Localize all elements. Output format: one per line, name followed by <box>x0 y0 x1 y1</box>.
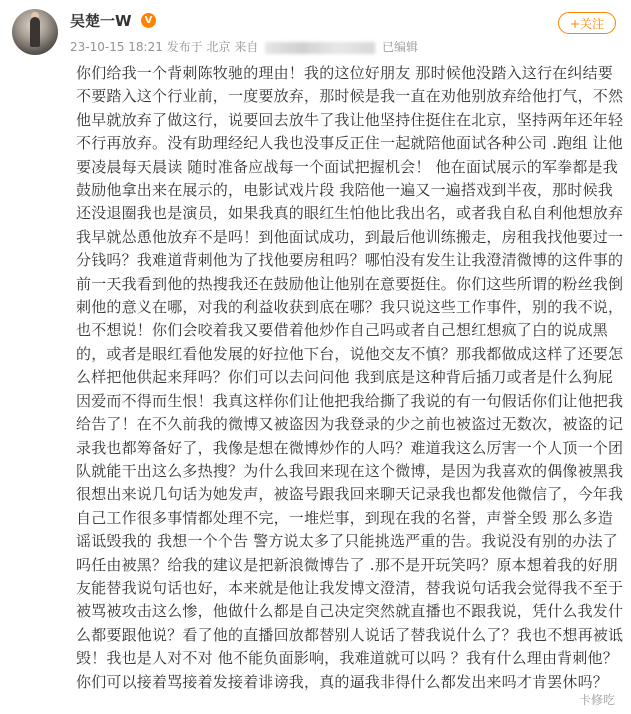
post-header <box>0 0 631 62</box>
post-text: 你们给我一个背刺陈牧驰的理由！我的这位好朋友 那时候他没踏入这行在纠结要不要踏入这个行业前，一度要放弃，那时候是我一直在劝他别放弃给他打气，不然他早就放弃了做这行，说要回去放牛了我让他坚持住挺住在北京，坚持两年还年轻不行再放弃。没有助理经纪人我也没事反正住一起就陪他面试各种公司 .跑组 让他要凌晨每天晨读 随时准备应战每一个面试把握机会！ 他在面试展示的军拳都是我鼓励他拿出来在展示的，电影试戏片段 我陪他一遍又一遍搭戏到半夜，那时候我还没退圈我也是演员，如果我真的眼红生怕他比我出名，或者我自私自利他想放弃我早就怂恿他放弃不是吗！到他面试成功，到最后他训练搬走，房租我找他要过一分钱吗？我难道背刺他为了找他要房租吗？哪怕没有发生让我澄清微博的这件事的前一天我看到他的热搜我还在鼓励他让他别在意要挺住。你们这些所谓的粉丝我倒刺他的意义在哪，对我的利益收获到底在哪？我只说这些工作事件，别的我不说，也不想说！你们会咬着我又要借着他炒作自己吗或者自己想红想疯了白的说成黑的，或者是眼红看他发展的好拉他下台，说他交友不慎？那我都做成这样了还要怎么样把他供起来拜吗？你们可以去问问他 我到底是这种背后插刀或者是什么狗屁因爱而不得而生恨！我真这样你们让他把我给撕了我说的有一句假话你们让他把我给告了！在不久前我的微博又被盗因为我登录的少之前也被盗过无数次，被盗的记录我也都筹备好了，我像是想在微博炒作的人吗？难道我这么厉害一个人顶一个团队就能干出这么多热搜？为什么我回来现在这个微博，是因为我喜欢的偶像被黑我很想出来说几句话为她发声，被盗号跟我回来聊天记录我也都发他微信了，今年我自己工作很多事情都处理不完，一堆烂事，到现在我的名誉，声誉全毁 那么多造谣诋毁我的 我想一个个告 警方说太多了只能挑选严重的告。我说没有别的办法了吗任由被黑？给我的建议是把新浪微博告了 .那不是开玩笑吗？原本想着我的好朋友能替我说句话也好，本来就是他让我发博文澄清，替我说句话我会觉得我不至于被骂被攻击这么惨，他做什么都是自己决定突然就直播也不跟我说，凭什么我发什么都要跟他说？看了他的直播回放都替别人说话了替我说什么了？我也不想再被诋毁！我也是人对不对 他不能负面影响，我难道就可以吗 ？我有什么理由背刺他？你们可以接着骂接着发接着诽谤我，真的逼我非得什么都发出来吗才肯罢休吗？ <box>76 64 624 691</box>
watermark: 卡修吃 <box>578 693 615 707</box>
avatar[interactable] <box>12 9 58 55</box>
follow-button[interactable]: +关注 <box>558 12 616 34</box>
timestamp[interactable]: 23-10-15 18:21 <box>70 40 163 54</box>
device-prefix: 来自 <box>234 40 259 54</box>
vip-badge-icon: V <box>141 13 156 28</box>
post-body <box>76 62 624 694</box>
avatar-figure <box>30 17 40 47</box>
blurred-device-name <box>265 42 375 54</box>
location: 发布于 北京 <box>166 40 231 54</box>
edited-label[interactable]: 已编辑 <box>382 40 419 54</box>
post-meta <box>70 38 418 55</box>
username[interactable]: 吴楚一W <box>70 12 132 30</box>
